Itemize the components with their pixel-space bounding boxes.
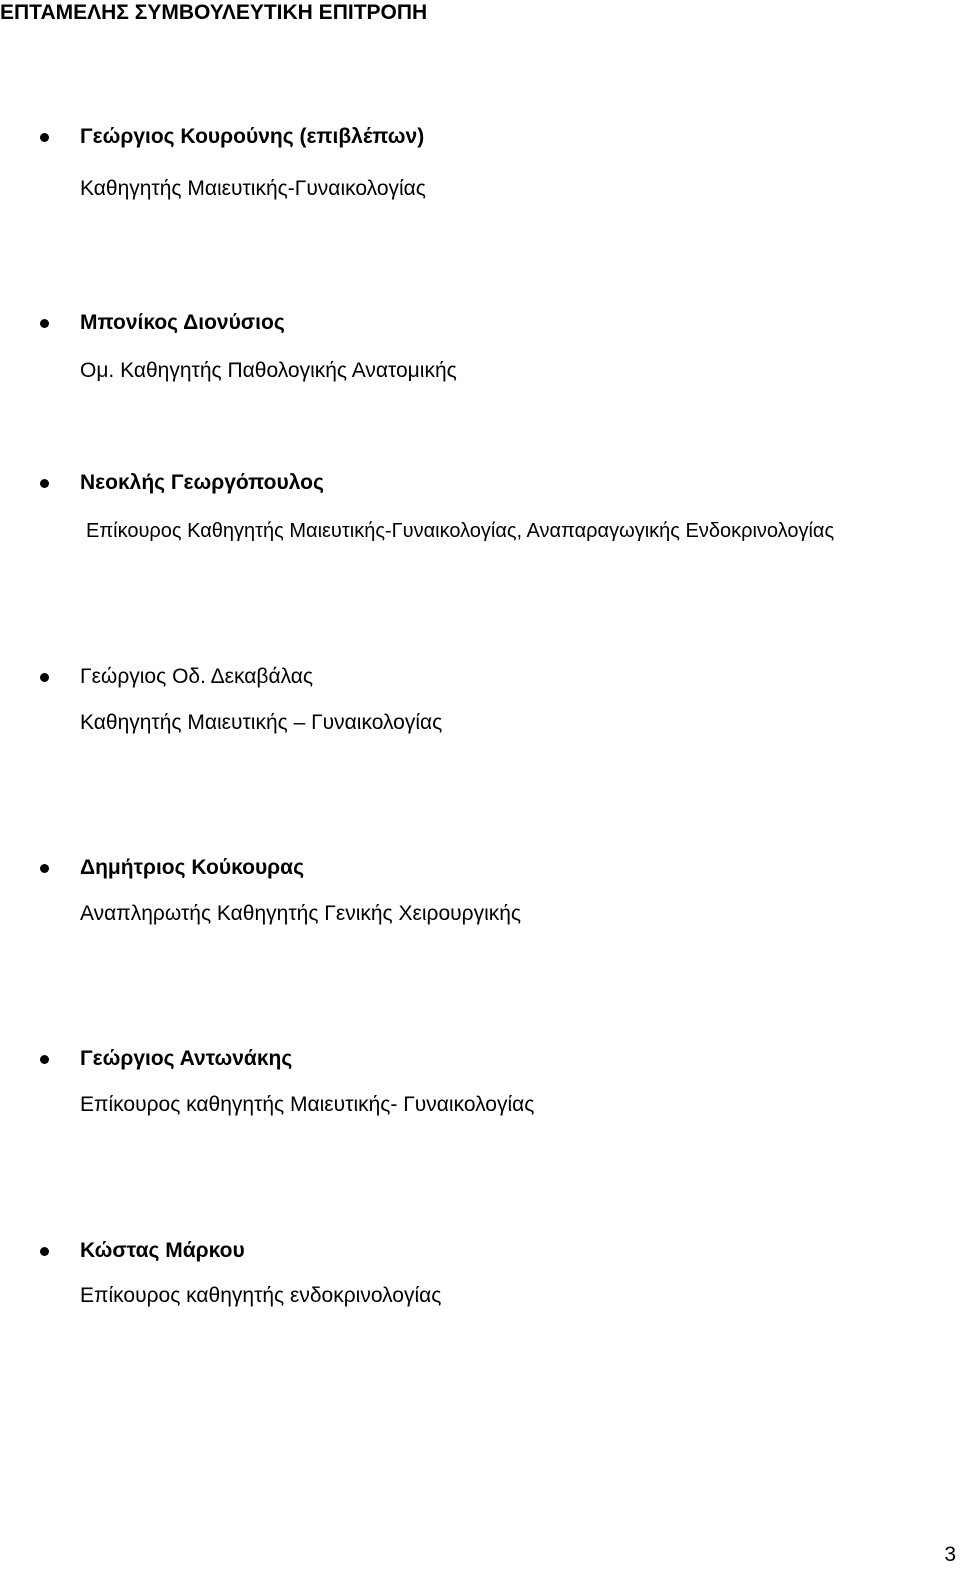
member-name: Γεώργιος Αντωνάκης [80, 1047, 293, 1070]
member-name: Γεώργιος Οδ. Δεκαβάλας [80, 665, 314, 688]
bullet-icon [40, 864, 49, 873]
bullet-icon [40, 1055, 49, 1064]
member-name: Γεώργιος Κουρούνης (επιβλέπων) [80, 125, 425, 148]
page-heading: ΕΠΤΑΜΕΛΗΣ ΣΥΜΒΟΥΛΕΥΤΙΚΗ ΕΠΙΤΡΟΠΗ [0, 1, 428, 24]
member-title: Καθηγητής Μαιευτικής-Γυναικολογίας [80, 177, 426, 200]
member-title: Επίκουρος Καθηγητής Μαιευτικής-Γυναικολογίας, Αναπαραγωγικής Ενδοκρινολογίας [86, 520, 835, 542]
bullet-icon [40, 133, 49, 142]
member-name: Μπονίκος Διονύσιος [80, 311, 285, 334]
bullet-icon [40, 1247, 49, 1256]
member-title: Ομ. Καθηγητής Παθολογικής Ανατομικής [80, 359, 457, 382]
member-title: Επίκουρος καθηγητής ενδοκρινολογίας [80, 1284, 442, 1307]
member-name: Δημήτριος Κούκουρας [80, 856, 304, 879]
bullet-icon [40, 319, 49, 328]
member-title: Καθηγητής Μαιευτικής – Γυναικολογίας [80, 711, 443, 734]
bullet-icon [40, 673, 49, 682]
page-number: 3 [944, 1543, 956, 1566]
member-title: Επίκουρος καθηγητής Μαιευτικής- Γυναικολογίας [80, 1093, 535, 1116]
bullet-icon [40, 479, 49, 488]
member-name: Κώστας Μάρκου [80, 1239, 245, 1262]
member-name: Νεοκλής Γεωργόπουλος [80, 471, 324, 494]
member-title: Αναπληρωτής Καθηγητής Γενικής Χειρουργικής [80, 902, 522, 925]
